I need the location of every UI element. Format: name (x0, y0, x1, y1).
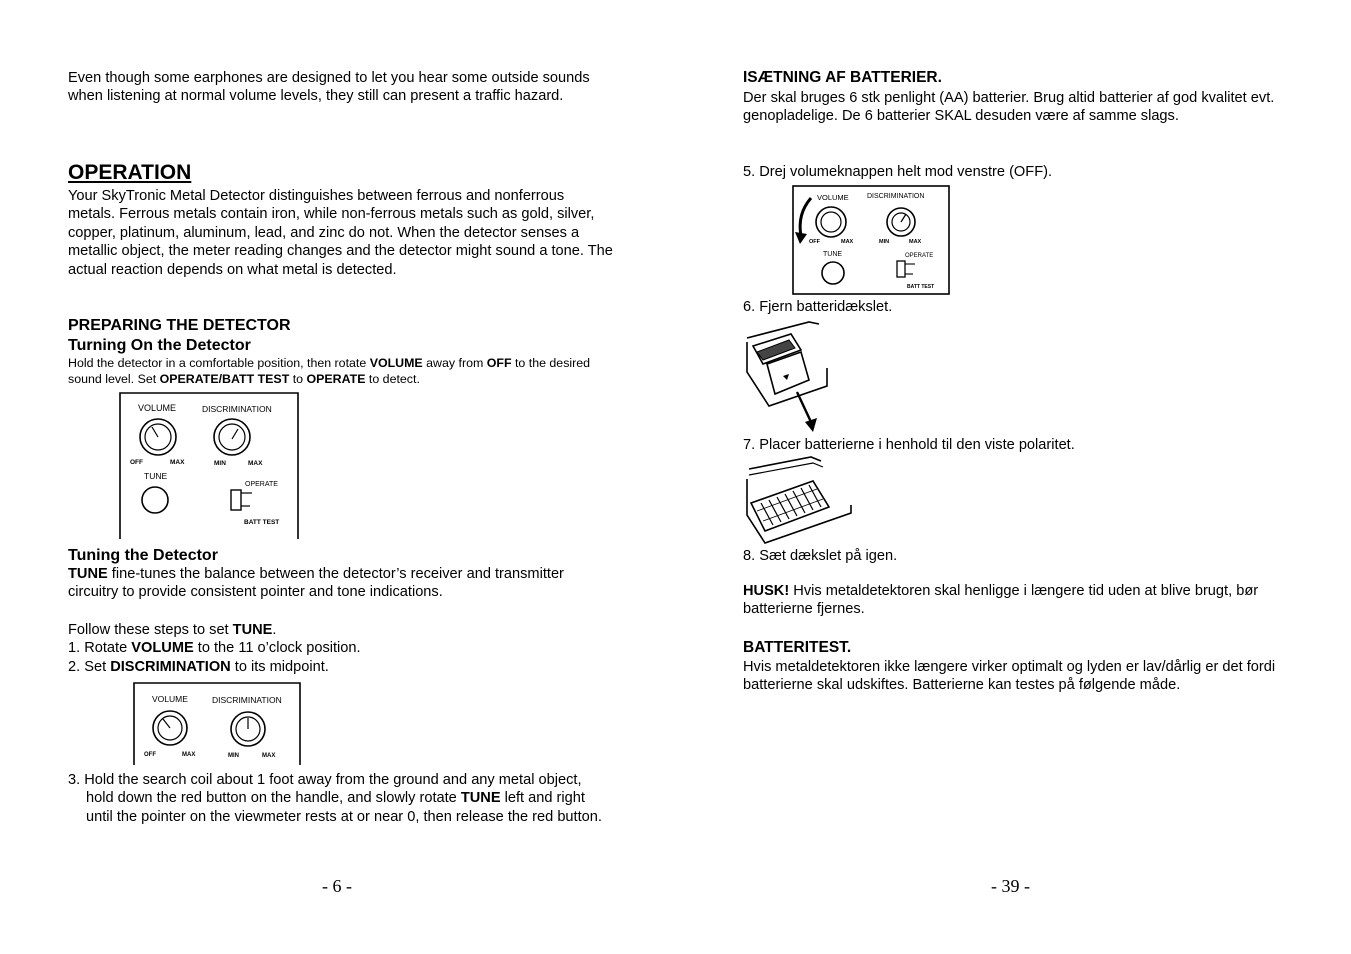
bold-run: OPERATE (306, 372, 366, 386)
text-run: left and right until the pointer on the viewmeter rests at or near 0, then release the red button. (86, 790, 602, 825)
left-page (68, 0, 613, 954)
max-label: MAX (182, 752, 196, 758)
bold-run: VOLUME (369, 356, 423, 370)
tune-label: TUNE (144, 471, 168, 481)
text-run: . (272, 622, 277, 638)
max-label: MAX (909, 239, 922, 245)
step-2 (68, 658, 613, 676)
min-label: MIN (228, 753, 239, 759)
text-run: away from (422, 356, 487, 370)
bold-run: VOLUME (131, 640, 194, 656)
min-label: MIN (214, 460, 226, 467)
turning-on-heading: Turning On the Detector (68, 337, 251, 354)
batt-test-label: BATT TEST (244, 519, 280, 526)
max-label: MAX (841, 239, 854, 245)
off-label: OFF (809, 239, 820, 245)
page-number: - 39 - (991, 876, 1030, 896)
min-label: MIN (879, 239, 890, 245)
operate-label: OPERATE (905, 253, 934, 259)
bold-run: TUNE (68, 566, 108, 582)
steps-intro (68, 621, 613, 639)
step-6: 6. Fjern batteridækslet. (743, 299, 893, 315)
off-label: OFF (144, 752, 156, 758)
right-page (743, 0, 1288, 954)
control-panel-figure-knobs (132, 681, 304, 769)
text-run: to its midpoint. (230, 659, 329, 675)
bold-run: TUNE (232, 622, 273, 638)
operation-heading: OPERATION (68, 161, 192, 184)
operate-label: OPERATE (245, 481, 278, 488)
down-arrow (797, 392, 811, 422)
step-8: 8. Sæt dækslet på igen. (743, 548, 898, 564)
operate-switch (897, 261, 905, 277)
tune-label: TUNE (823, 251, 843, 258)
operation-paragraph: Your SkyTronic Metal Detector distinguishes between ferrous and nonferrous metals. Ferrous metals contain iron, while non-ferrous metals such as gold, silver, copper, platinum, aluminum, lead, and zinc do not. When the detector senses a metallic object, the meter reading changes and the detector might sound a tone. The actual reaction depends on what metal is detected. (68, 188, 613, 278)
bold-run: OFF (486, 356, 512, 370)
intro-paragraph: Even though some earphones are designed to let you hear some outside sounds when listening at normal volume levels, they still can present a traffic hazard. (68, 70, 590, 105)
max-label: MAX (248, 460, 263, 467)
discrimination-label: DISCRIMINATION (212, 695, 282, 705)
preparing-heading: PREPARING THE DETECTOR (68, 317, 291, 334)
max-label: MAX (170, 459, 185, 466)
text-run: Hvis metaldetektoren skal henligge i længere tid uden at blive brugt, bør batterierne fjernes. (743, 583, 1259, 618)
text-run: Follow these steps to set (68, 622, 233, 638)
control-panel-figure-full (118, 391, 300, 541)
text-run: 3. Hold the search coil about 1 foot away from the ground and any metal object, hold down the red button on the handle, and slowly rotate (68, 772, 582, 807)
tuning-paragraph (68, 565, 613, 602)
turning-on-paragraph (68, 355, 613, 387)
batteritest-heading: BATTERITEST. (743, 639, 852, 656)
volume-label: VOLUME (817, 193, 849, 202)
text-run: to the desired sound level. Set (68, 356, 591, 386)
text-run: to (289, 372, 307, 386)
battery-cover-figure (743, 318, 833, 436)
step-3 (68, 771, 613, 826)
off-label: OFF (130, 459, 143, 466)
bold-run: HUSK! (743, 583, 790, 599)
operate-switch (231, 490, 241, 510)
step-5: 5. Drej volumeknappen helt mod venstre (OFF). (743, 164, 1053, 180)
bold-run: OPERATE/BATT TEST (159, 372, 290, 386)
text-run: Hold the detector in a comfortable position, then rotate (68, 356, 370, 370)
tune-knob (142, 487, 168, 513)
page-number: - 6 - (322, 876, 352, 896)
max-label: MAX (262, 753, 276, 759)
volume-off-figure (791, 184, 953, 298)
discrimination-label: DISCRIMINATION (867, 193, 925, 200)
batteries-heading: ISÆTNING AF BATTERIER. (743, 69, 942, 86)
rotate-left-arrow (800, 198, 811, 236)
bold-run: TUNE (460, 790, 501, 807)
batteritest-paragraph: Hvis metaldetektoren ikke længere virker optimalt og lyden er lav/dårlig er det fordi batterierne skal udskiftes. Batterierne kan testes på følgende måde. (743, 659, 1276, 694)
text-run: to detect. (365, 372, 420, 386)
volume-label: VOLUME (152, 694, 188, 704)
husk-paragraph (743, 582, 1288, 619)
volume-label: VOLUME (138, 403, 177, 413)
discrimination-label: DISCRIMINATION (202, 404, 272, 414)
text-run: fine-tunes the balance between the detector’s receiver and transmitter circuitry to provide consistent pointer and tone indications. (68, 566, 564, 601)
step-7: 7. Placer batterierne i henhold til den viste polaritet. (743, 437, 1075, 453)
tune-knob (822, 262, 844, 284)
text-run: 1. Rotate (68, 640, 132, 656)
batteries-paragraph: Der skal bruges 6 stk penlight (AA) batterier. Brug altid batterier af god kvalitet evt. genopladelige. De 6 batterier SKAL desuden være af samme slags. (743, 90, 1275, 125)
text-run: to the 11 o’clock position. (193, 640, 361, 656)
batt-test-label: BATT TEST (907, 284, 935, 290)
battery-placement-figure (743, 455, 855, 547)
bold-run: DISCRIMINATION (110, 659, 231, 675)
tuning-heading: Tuning the Detector (68, 547, 218, 564)
text-run: 2. Set (68, 659, 111, 675)
step-1 (68, 639, 613, 657)
